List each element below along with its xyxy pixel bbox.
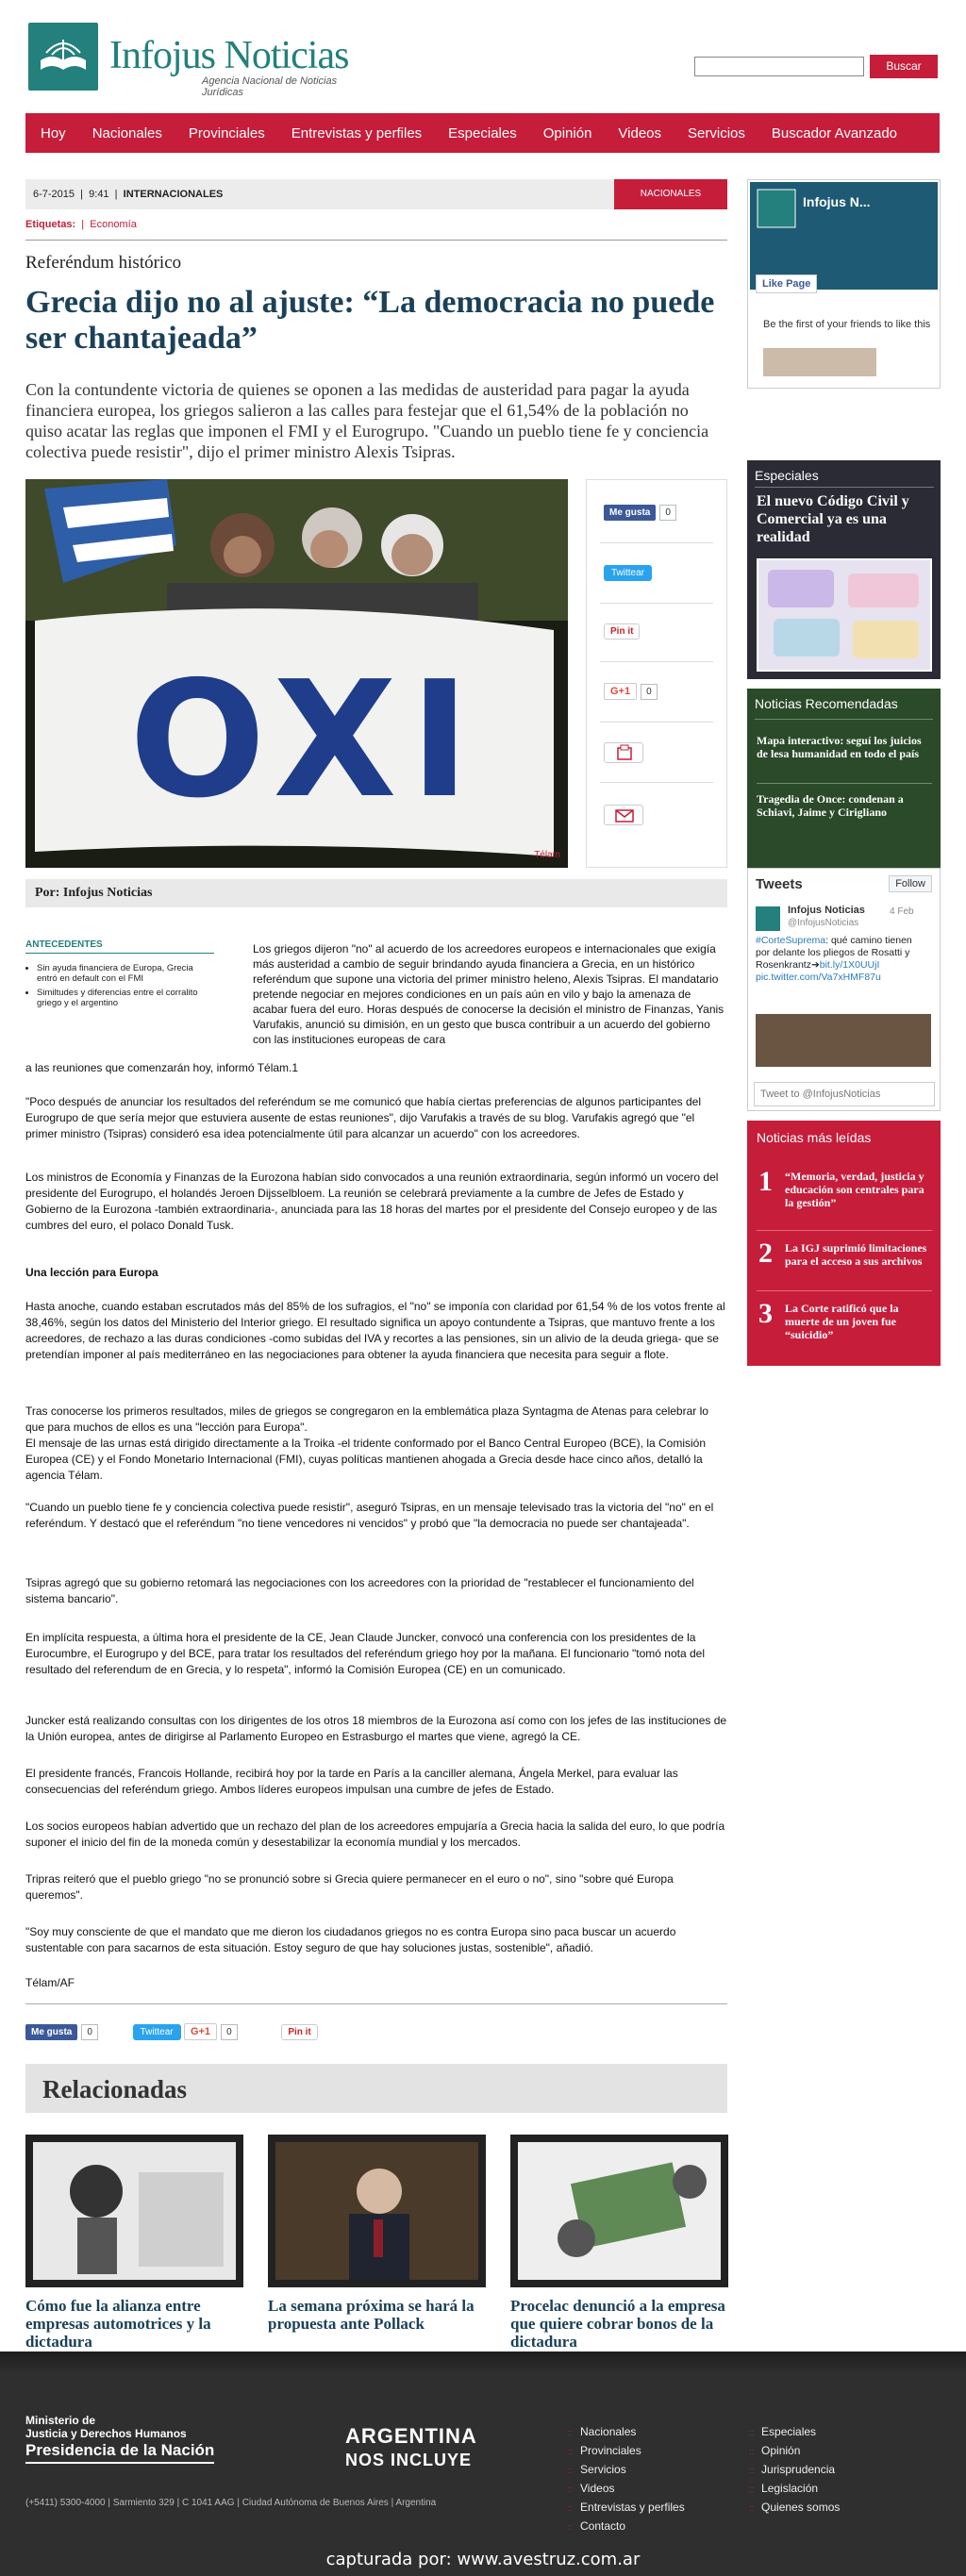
twitter-avatar[interactable] xyxy=(756,906,780,931)
tweet-text xyxy=(756,935,924,984)
main-nav xyxy=(25,113,940,153)
facebook-like-page-button[interactable]: Like Page xyxy=(756,274,817,293)
article-paragraph: Hasta anoche, cuando estaban escrutados más del 85% de los sufragios, el "no" se imponía con claridad por 61,54 % de los votos frente al 38,46%, según los datos del Ministerio del Interior griego. El resultado significa un apoyo contundente a Tsipras, que mantuvo frente a los acreedores, de rechazo a las duras condiciones -como subidas del IVA y recortes a las pensiones, sin un alivio de la deuda griega- que se pretendían imponer al país mediterráneo en las negociaciones para obtener la ayuda financiera que necesita para seguir a flote. xyxy=(25,1300,725,1361)
antecedente-link[interactable]: • Similtudes y diferencias entre el corralito griego y el argentino xyxy=(37,988,214,1008)
subheading-text: Una lección para Europa xyxy=(25,1266,158,1279)
article-paragraph: El mensaje de las urnas está dirigido directamente a la Troika -el tridente conformado por el Banco Central Europeo (BCE), la Comisión Europea (CE) y el Fondo Monetario Internacional (FMI), cuyas políticas mantienen ahogada a Grecia desde hace cinco años, detalló la agencia Télam. xyxy=(25,1437,707,1482)
google-plus-count: 0 xyxy=(221,2024,238,2040)
pinterest-button[interactable]: Pin it xyxy=(604,623,640,640)
nav-item-buscador[interactable]: Buscador Avanzado xyxy=(771,125,898,141)
article-paragraph: a las reuniones que comenzarán hoy, informó Télam.1 xyxy=(25,1061,299,1074)
recomendada-link[interactable]: Mapa interactivo: seguí los juicios de lesa humanidad en todo el país xyxy=(757,734,922,760)
presidencia-logo[interactable]: Presidencia de la Nación xyxy=(25,2441,214,2464)
article-lead: Con la contundente victoria de quienes se oponen a las medidas de austeridad para pagar la ayuda financiera europea, los griegos salieron a las calles para festejar que el 61,54% de la población no quiso acatar las reglas que imponen el FMI y el Eurogrupo. "Cuando un pueblo tiene fe y conciencia colectiva puede resistir", dijo el primer ministro Alexis Tsipras. xyxy=(25,380,709,461)
footer-link-label[interactable]: Entrevistas y perfiles xyxy=(580,2501,685,2514)
mas-leida-link[interactable]: La IGJ suprimió limitaciones para el acceso a sus archivos xyxy=(785,1241,927,1268)
footer-link: :: Jurisprudencia xyxy=(749,2463,836,2476)
printer-icon xyxy=(605,743,644,764)
friend-avatars xyxy=(763,348,876,376)
footer-link: :: Provinciales xyxy=(568,2444,641,2457)
illustration-image xyxy=(25,2135,243,2287)
footer-link: :: Nacionales xyxy=(568,2425,637,2438)
nav-item-nacionales[interactable]: Nacionales xyxy=(92,125,162,141)
footer-link-label[interactable]: Videos xyxy=(580,2482,615,2495)
especiales-box xyxy=(747,460,941,679)
related-image[interactable] xyxy=(510,2135,728,2287)
footer-link-label[interactable]: Nacionales xyxy=(580,2425,637,2438)
rank-number: 2 xyxy=(758,1238,773,1269)
article-paragraph: Los griegos dijeron "no" al acuerdo de los acreedores europeos e internacionales que exigía más austeridad a cambio de seguir brindando ayuda financiera a Grecia, en un histórico referéndum que supone una victoria del primer ministro heleno, Alexis Tsipras. El mandatario pretende negociar en mejores condiciones en un país aún en vilo y bajo la amenaza de acabar fuera del euro. Horas después de conocerse la decisión el ministro de Finanzas, Yanis Varufakis, anunció su dimisión, en un gesto que busca contribuir a un acuerdo del gobierno con las instituciones europeas de cara xyxy=(253,942,724,1046)
search-button[interactable]: Buscar xyxy=(870,55,938,78)
twitter-widget xyxy=(747,868,941,1111)
tags-label: Etiquetas: xyxy=(25,219,76,230)
tweet-pic-link[interactable]: pic.twitter.com/Va7xHMF87u xyxy=(756,972,881,983)
article-date: 6-7-2015 xyxy=(33,189,75,200)
mas-leidas-title: Noticias más leídas xyxy=(757,1130,872,1145)
photo-sign-text: OXI xyxy=(129,647,483,834)
footer-link-label[interactable]: Contacto xyxy=(580,2519,626,2533)
footer-link-label[interactable]: Servicios xyxy=(580,2463,626,2476)
article-photo[interactable] xyxy=(25,479,568,868)
divider xyxy=(757,1230,932,1231)
illustration-image xyxy=(510,2135,728,2287)
rank-number: 1 xyxy=(758,1166,773,1197)
related-link[interactable]: Cómo fue la alianza entre empresas automotrices y la dictadura xyxy=(25,2297,211,2351)
footer-link-label[interactable]: Legislación xyxy=(761,2482,819,2495)
recomendadas-title: Noticias Recomendadas xyxy=(755,689,933,720)
especiales-headline[interactable]: El nuevo Código Civil y Comercial ya es una realidad xyxy=(757,493,909,545)
footer-link-label[interactable]: Especiales xyxy=(761,2425,817,2438)
tweet-compose-input[interactable]: Tweet to @InfojusNoticias xyxy=(754,1082,935,1106)
article-paragraph: Tras conocerse los primeros resultados, miles de griegos se congregaron en la emblemática plaza Syntagma de Atenas para celebrar lo que para muchos de ellos es una "lección para Europa". xyxy=(25,1404,708,1434)
book-logo-icon xyxy=(28,23,98,91)
related-link[interactable]: La semana próxima se hará la propuesta ante Pollack xyxy=(268,2297,475,2333)
pinterest-share-group xyxy=(604,623,640,637)
especiales-image[interactable] xyxy=(757,558,932,672)
footer-link: :: Quienes somos xyxy=(749,2501,841,2514)
divider xyxy=(600,782,713,783)
photo-image xyxy=(268,2135,486,2287)
ministry-line-1: Ministerio de xyxy=(25,2414,96,2427)
twitter-share-group xyxy=(604,565,652,578)
facebook-cover-image xyxy=(750,182,938,290)
article-paragraph: Juncker está realizando consultas con los dirigentes de los otros 18 miembros de la Eurozona así como con los jefes de las instituciones de la Unión europea, antes de dirigirse al Parlamento Europeo en Estrasburgo el martes que viene, agregó la CE. xyxy=(25,1714,727,1743)
footer-link: :: Legislación xyxy=(749,2482,819,2495)
article-paragraph: Los socios europeos habían advertido que un rechazo del plan de los acreedores empujaría a Grecia hacia la salida del euro, lo que podría suponer el inicio del fin de la moneda común y desestabilizar la economía mundial y los mercados. xyxy=(25,1820,725,1849)
argentina-logo: ARGENTINA xyxy=(345,2424,477,2448)
facebook-like-button[interactable]: Me gusta xyxy=(25,2024,77,2040)
bottom-share-bar xyxy=(25,2024,727,2043)
footer-link: :: Opinión xyxy=(749,2444,801,2457)
article-date-info: 6-7-2015 | 9:41 | INTERNACIONALES xyxy=(33,189,224,200)
article-paragraph: Los ministros de Economía y Finanzas de la Eurozona habían sido convocados a una reunión extraordinaria, según informó un vocero del presidente del Eurogrupo, el holandés Jeroen Dijsselbloem. La reunión se celebrará previamente a la cumbre de Jefes de Estado y Gobierno de la Eurozona -también extraordinaria-, anunciada para las 18 horas del martes por el presidente del Consejo europeo y de las cumbres del euro, el polaco Donald Tusk. xyxy=(25,1171,719,1232)
footer-link-label[interactable]: Jurisprudencia xyxy=(761,2463,836,2476)
nav-item-hoy[interactable]: Hoy xyxy=(41,125,66,141)
nav-item-videos[interactable]: Videos xyxy=(618,125,662,141)
footer-link: :: Videos xyxy=(568,2482,615,2495)
article-paragraph: "Cuando un pueblo tiene fe y conciencia colectiva puede resistir", aseguró Tsipras, en un mensaje televisado tras la victoria del "no" en el referéndum. Y destacó que el referéndum "no tiene vencedores ni vencidos" y probó que "la democracia no puede ser chantajeada". xyxy=(25,1501,714,1530)
nav-item-entrevistas[interactable]: Entrevistas y perfiles xyxy=(291,125,423,141)
facebook-cover[interactable] xyxy=(750,182,938,290)
search-input[interactable] xyxy=(694,57,864,76)
facebook-like-button[interactable]: Me gusta xyxy=(604,505,656,521)
facebook-count: 0 xyxy=(659,505,676,521)
footer-link-label[interactable]: Opinión xyxy=(761,2444,801,2457)
protest-photo-image xyxy=(25,479,568,868)
share-panel xyxy=(586,479,727,868)
article-kicker: Referéndum histórico xyxy=(25,253,182,273)
divider xyxy=(600,722,713,723)
argentina-slogan: NOS INCLUYE xyxy=(345,2451,473,2469)
facebook-page-widget xyxy=(747,179,941,389)
divider xyxy=(757,1290,932,1291)
nav-item-provinciales[interactable]: Provinciales xyxy=(188,125,265,141)
article-source: Télam/AF xyxy=(25,1976,75,1989)
google-plus-button[interactable]: G+1 xyxy=(604,683,637,700)
ministry-line-2: Justicia y Derechos Humanos xyxy=(25,2427,187,2440)
article-paragraph: "Soy muy consciente de que el mandato que me dieron los ciudadanos griegos no es contra Europa sino paca buscar un acuerdo sustentable con para sacarnos de esta situación. Estoy seguro de que hay soluciones justas, sostenible", añadió. xyxy=(25,1925,676,1954)
tweet-link[interactable]: bit.ly/1X0UUjI xyxy=(819,959,880,971)
divider xyxy=(757,783,932,784)
antecedente-link[interactable]: • Sin ayuda financiera de Europa, Grecia entró en default con el FMI xyxy=(37,963,214,984)
article-paragraph: "Poco después de anunciar los resultados del referéndum se me comunicó que había ciertas preferencias de algunos participantes del Eurogrupo de que sería mejor que estuviera ausente de estas reuniones", dijo Varufakis a través de su blog. Varufakis agregó que "el primer ministro (Tsipras) consideró esa idea potencialmente útil para alcanzar un acuerdo" con los acreedores. xyxy=(25,1095,702,1140)
footer-link-label[interactable]: Provinciales xyxy=(580,2444,641,2457)
section-badge[interactable]: NACIONALES xyxy=(614,179,727,209)
article-time: 9:41 xyxy=(89,189,109,200)
footer-link: :: Entrevistas y perfiles xyxy=(568,2501,685,2514)
twitter-button[interactable]: Twittear xyxy=(133,2024,181,2040)
codigo-civil-image xyxy=(758,560,930,670)
tweets-title: Tweets xyxy=(756,876,803,892)
google-plus-count: 0 xyxy=(641,684,658,700)
pinterest-button[interactable]: Pin it xyxy=(281,2024,317,2040)
related-header xyxy=(25,2064,727,2113)
mas-leida-link[interactable]: La Corte ratificó que la muerte de un joven fue “suicidio” xyxy=(785,1302,899,1341)
divider xyxy=(25,2003,727,2004)
related-background-box xyxy=(25,939,214,1012)
tweet-hashtag[interactable]: #CorteSuprema xyxy=(756,935,826,946)
tweet-image[interactable] xyxy=(756,1014,931,1067)
mas-leidas-box xyxy=(747,1121,941,1366)
footer-link: :: Servicios xyxy=(568,2463,626,2476)
footer-link-label[interactable]: Quienes somos xyxy=(761,2501,841,2514)
article-byline: Por: Infojus Noticias xyxy=(25,879,727,907)
especiales-title: Especiales xyxy=(755,468,819,483)
related-link[interactable]: Procelac denunció a la empresa que quiere cobrar bonos de la dictadura xyxy=(510,2297,725,2351)
rank-number: 3 xyxy=(758,1298,773,1329)
divider xyxy=(600,603,713,604)
site-logo[interactable] xyxy=(28,23,377,98)
tag-link[interactable]: Economía xyxy=(90,219,137,230)
print-button[interactable] xyxy=(604,742,643,763)
facebook-first-friends: Be the first of your friends to like this xyxy=(763,319,931,330)
article-headline: Grecia dijo no al ajuste: “La democracia no puede ser chantajeada” xyxy=(25,285,715,356)
divider xyxy=(25,240,727,241)
divider xyxy=(600,542,713,543)
nav-item-especiales[interactable]: Especiales xyxy=(448,125,517,141)
google-plus-button[interactable]: G+1 xyxy=(184,2023,217,2040)
twitter-button[interactable]: Twittear xyxy=(604,565,652,581)
twitter-follow-button[interactable]: Follow xyxy=(889,875,932,892)
article-paragraph: En implícita respuesta, a última hora el presidente de la CE, Jean Claude Juncker, convocó una conferencia con los presidentes de la Eurocumbre, el Eurogrupo y del BCE, para tratar los resultados del referéndum griego hoy por la mañana. El funcionario "tomó nota del resultado del referendum de en Grecia, y lo respeta", informó la Comisión Europea (CE) en un comunicado. xyxy=(25,1631,705,1676)
nav-item-servicios[interactable]: Servicios xyxy=(688,125,745,141)
logo-subtitle: Agencia Nacional de Noticias Jurídicas xyxy=(202,75,338,98)
facebook-page-name: Infojus N... xyxy=(803,194,871,209)
tweet-username[interactable]: Infojus Noticias xyxy=(788,905,865,916)
photo-credit: Télam xyxy=(534,850,560,860)
footer-address: (+5411) 5300-4000 | Sarmiento 329 | C 1041 AAG | Ciudad Autónoma de Buenos Aires | Argentina xyxy=(25,2498,437,2508)
mas-leida-link[interactable]: “Memoria, verdad, justicia y educación son centrales para la gestión” xyxy=(785,1170,924,1209)
fb-share-group xyxy=(604,505,676,518)
nav-item-opinion[interactable]: Opinión xyxy=(542,125,592,141)
antecedentes-title: ANTECEDENTES xyxy=(25,939,214,954)
article-paragraph: El presidente francés, Francois Hollande, recibirá hoy por la tarde en París a la canciller alemana, Ángela Merkel, para evaluar las consecuencias del referéndum griego. Ambos líderes europeos impulsan una cumbre de jefes de Estado. xyxy=(25,1767,678,1796)
tags-row: Etiquetas: | Economía xyxy=(25,219,137,230)
article-paragraph: Tripras reiteró que el pueblo griego "no se pronunció sobre si Grecia quiere permanecer en el euro o no", sino "sobre qué Europa queremos". xyxy=(25,1872,674,1902)
logo-name: Infojus Noticias xyxy=(109,34,349,77)
capture-watermark: capturada por: www.avestruz.com.ar xyxy=(325,2550,641,2569)
related-image[interactable] xyxy=(268,2135,486,2287)
tweet-body: : qué camino tienen por delante los pliegos de Rosatti y Rosenkrantz➔ xyxy=(756,935,912,971)
related-image[interactable] xyxy=(25,2135,243,2287)
envelope-icon xyxy=(605,806,644,826)
article-meta-bar xyxy=(25,179,727,209)
footer-link: :: Contacto xyxy=(568,2519,626,2533)
article-subheading xyxy=(25,1265,727,1281)
footer-link: :: Especiales xyxy=(749,2425,817,2438)
facebook-count: 0 xyxy=(81,2024,98,2040)
recomendada-link[interactable]: Tragedia de Once: condenan a Schiavi, Jaime y Cirigliano xyxy=(757,792,904,819)
article-paragraph: Tsipras agregó que su gobierno retomará las negociaciones con los acreedores con la prioridad de "restablecer el funcionamiento del sistema bancario". xyxy=(25,1576,694,1605)
ministry-name[interactable] xyxy=(25,2414,187,2440)
related-title: Relacionadas xyxy=(42,2075,188,2103)
email-button[interactable] xyxy=(604,805,643,825)
tweet-handle[interactable]: @InfojusNoticias xyxy=(788,918,859,928)
tweet-date[interactable]: 4 Feb xyxy=(890,906,914,917)
divider xyxy=(755,487,934,488)
article-section[interactable]: INTERNACIONALES xyxy=(123,189,224,200)
divider xyxy=(600,661,713,662)
gplus-share-group xyxy=(604,684,658,697)
